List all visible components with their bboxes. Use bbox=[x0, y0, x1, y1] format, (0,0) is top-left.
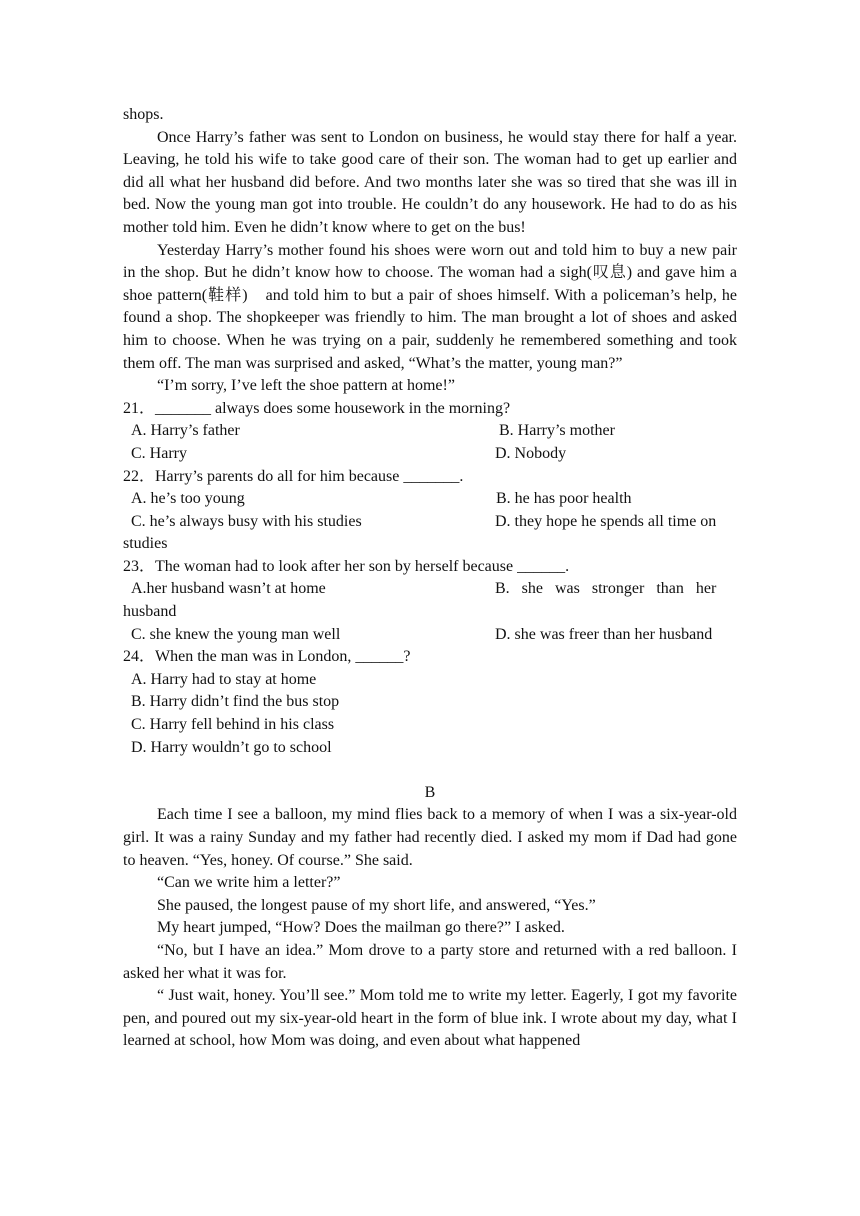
question-22-option-c: C. he’s always busy with his studies bbox=[131, 512, 362, 530]
question-23-option-b: B. she was stronger than her bbox=[495, 580, 717, 598]
passage-b-paragraph-6: “ Just wait, honey. You’ll see.” Mom told me to write my letter. Eagerly, I got my favorite pen, and poured out my six-year-old heart in the form of blue ink. I wrote about my day, what I learned at school, how Mom was doing, and even about what happened bbox=[123, 987, 737, 1050]
passage-b-heading: B bbox=[424, 783, 436, 801]
question-22-stem: 22．Harry’s parents do all for him because _______. bbox=[123, 467, 464, 485]
passage-b-paragraph-1: Each time I see a balloon, my mind flies back to a memory of when I was a six-year-old girl. It was a rainy Sunday and my father had recently died. I asked my mom if Dad had gone to heaven. “Yes, honey. Of course.” She said. bbox=[123, 806, 737, 869]
question-23-options-row-2 bbox=[123, 624, 737, 647]
passage-b-paragraph-4: My heart jumped, “How? Does the mailman go there?” I asked. bbox=[157, 919, 565, 937]
question-24-option-c: C. Harry fell behind in his class bbox=[131, 716, 335, 734]
question-22-option-a: A. he’s too young bbox=[131, 490, 245, 508]
passage-a-paragraph-3: “I’m sorry, I’ve left the shoe pattern at home!” bbox=[157, 377, 455, 395]
question-21-options-row-2 bbox=[123, 443, 737, 466]
question-23-option-c: C. she knew the young man well bbox=[131, 625, 341, 643]
question-23-stem: 23．The woman had to look after her son by herself because ______. bbox=[123, 557, 570, 575]
passage-b-paragraph-3: She paused, the longest pause of my short life, and answered, “Yes.” bbox=[157, 896, 596, 914]
question-21-option-a: A. Harry’s father bbox=[131, 422, 240, 440]
question-24-option-a: A. Harry had to stay at home bbox=[131, 670, 317, 688]
question-22-option-b: B. he has poor health bbox=[496, 490, 632, 508]
question-24-stem: 24．When the man was in London, ______? bbox=[123, 648, 411, 666]
question-22-options-row-2 bbox=[123, 511, 737, 534]
question-21-options-row-1 bbox=[123, 420, 737, 443]
passage-a-paragraph-2: Yesterday Harry’s mother found his shoes were worn out and told him to buy a new pair in the shop. But he didn’t know how to choose. The woman had a sigh(叹息) and gave him a shoe pattern(鞋样) and told him to but a pair of shoes himself. With a policeman’s help, he found a shop. The shopkeeper was friendly to him. The man brought a lot of shoes and asked him to choose. When he was trying on a pair, suddenly he remembered something and took them off. The man was surprised and asked, “What’s the matter, young man?” bbox=[123, 241, 737, 372]
section-spacer bbox=[123, 759, 737, 782]
question-22-options-row-1 bbox=[123, 488, 737, 511]
document-page bbox=[123, 104, 737, 1053]
question-21-option-d: D. Nobody bbox=[495, 444, 567, 462]
passage-b-paragraph-5: “No, but I have an idea.” Mom drove to a party store and returned with a red balloon. I asked her what it was for. bbox=[123, 941, 737, 982]
passage-a-fragment: shops. bbox=[123, 106, 164, 123]
question-23-option-a: A.her husband wasn’t at home bbox=[131, 580, 326, 598]
passage-a-paragraph-1: Once Harry’s father was sent to London on business, he would stay there for half a year. Leaving, he told his wife to take good care of their son. The woman had to get up earlier and did all what her husband did before. And two months later she was so tired that she was ill in bed. Now the young man got into trouble. He couldn’t do any housework. He had to do as his mother told him. Even he didn’t know where to get on the bus! bbox=[123, 128, 737, 236]
question-24-option-b: B. Harry didn’t find the bus stop bbox=[131, 693, 340, 711]
question-22-option-d: D. they hope he spends all time on bbox=[495, 512, 717, 530]
question-23-options-row-1 bbox=[123, 578, 737, 601]
question-23-option-d: D. she was freer than her husband bbox=[495, 625, 713, 643]
question-21-option-c: C. Harry bbox=[131, 444, 187, 462]
question-23-option-b-continued: husband bbox=[123, 603, 177, 621]
passage-b-paragraph-2: “Can we write him a letter?” bbox=[157, 874, 341, 892]
question-22-option-d-continued: studies bbox=[123, 535, 168, 553]
question-24-option-d: D. Harry wouldn’t go to school bbox=[131, 738, 332, 756]
question-21-stem: 21．_______ always does some housework in the morning? bbox=[123, 399, 511, 417]
question-21-option-b: B. Harry’s mother bbox=[499, 422, 615, 440]
